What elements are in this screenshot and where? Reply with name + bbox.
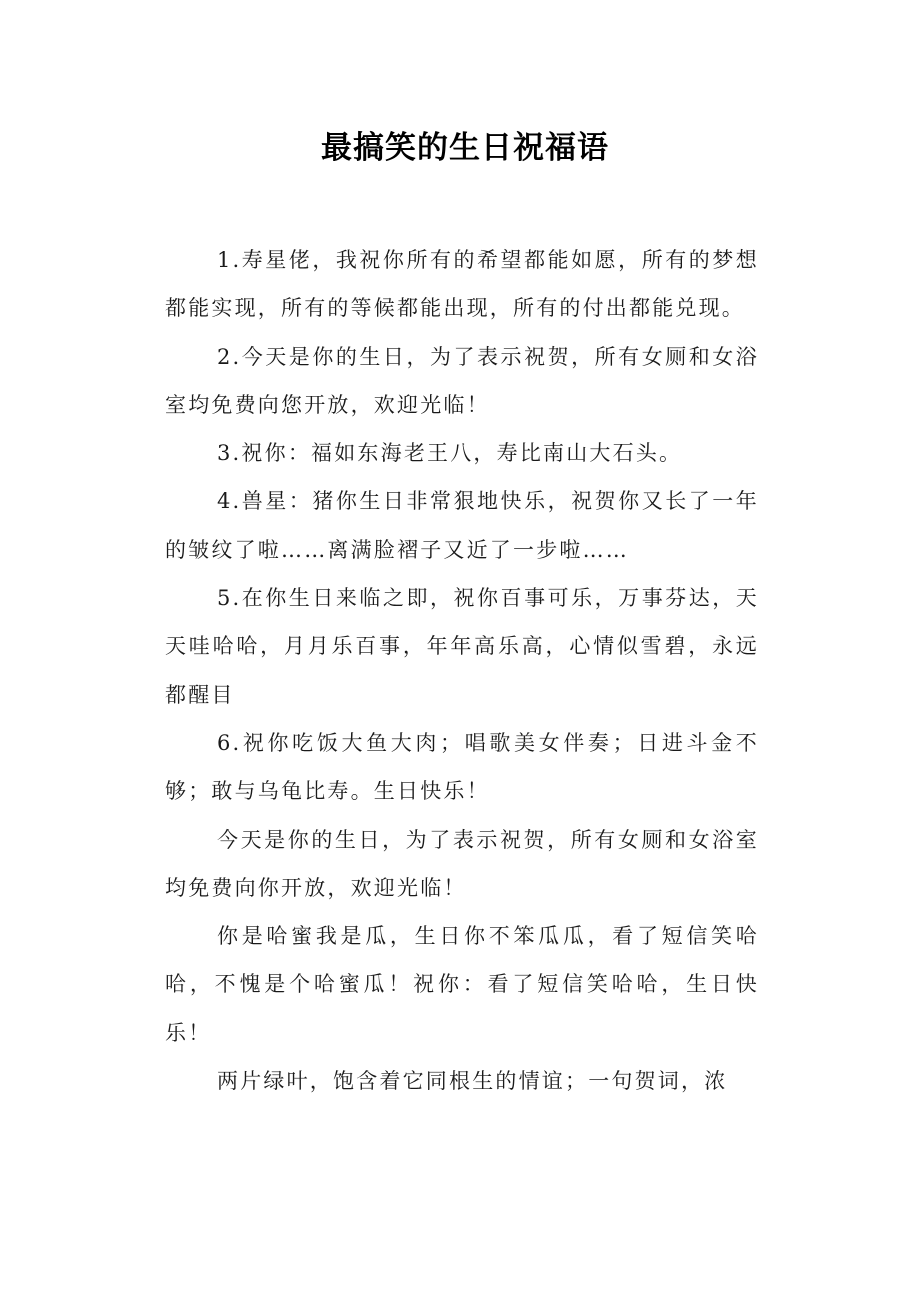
paragraph-9: 两片绿叶，饱含着它同根生的情谊；一句贺词，浓 bbox=[217, 1069, 728, 1094]
paragraph-1: 1.寿星佬，我祝你所有的希望都能如愿，所有的梦想都能实现，所有的等候都能出现，所有的付出都能兑现。 bbox=[165, 248, 759, 321]
paragraph-5: 5.在你生日来临之即，祝你百事可乐，万事芬达，天天哇哈哈，月月乐百事，年年高乐高，心情似雪碧，永远都醒目 bbox=[165, 586, 759, 707]
document-title: 最搞笑的生日祝福语 bbox=[321, 130, 609, 166]
paragraph-3: 3.祝你：福如东海老王八，寿比南山大石头。 bbox=[217, 441, 683, 466]
paragraph-8: 你是哈蜜我是瓜，生日你不笨瓜瓜，看了短信笑哈哈，不愧是个哈蜜瓜！祝你：看了短信笑哈哈，生日快乐！ bbox=[165, 924, 759, 1045]
paragraph-2: 2.今天是你的生日，为了表示祝贺，所有女厕和女浴室均免费向您开放，欢迎光临！ bbox=[165, 344, 759, 417]
paragraph-7: 今天是你的生日，为了表示祝贺，所有女厕和女浴室均免费向你开放，欢迎光临！ bbox=[165, 827, 759, 900]
paragraph-4: 4.兽星：猪你生日非常狠地快乐，祝贺你又长了一年的皱纹了啦……离满脸褶子又近了一步啦…… bbox=[165, 489, 759, 562]
document-body bbox=[165, 236, 759, 1105]
paragraph-6: 6.祝你吃饭大鱼大肉；唱歌美女伴奏；日进斗金不够；敢与乌龟比寿。生日快乐！ bbox=[165, 730, 759, 804]
